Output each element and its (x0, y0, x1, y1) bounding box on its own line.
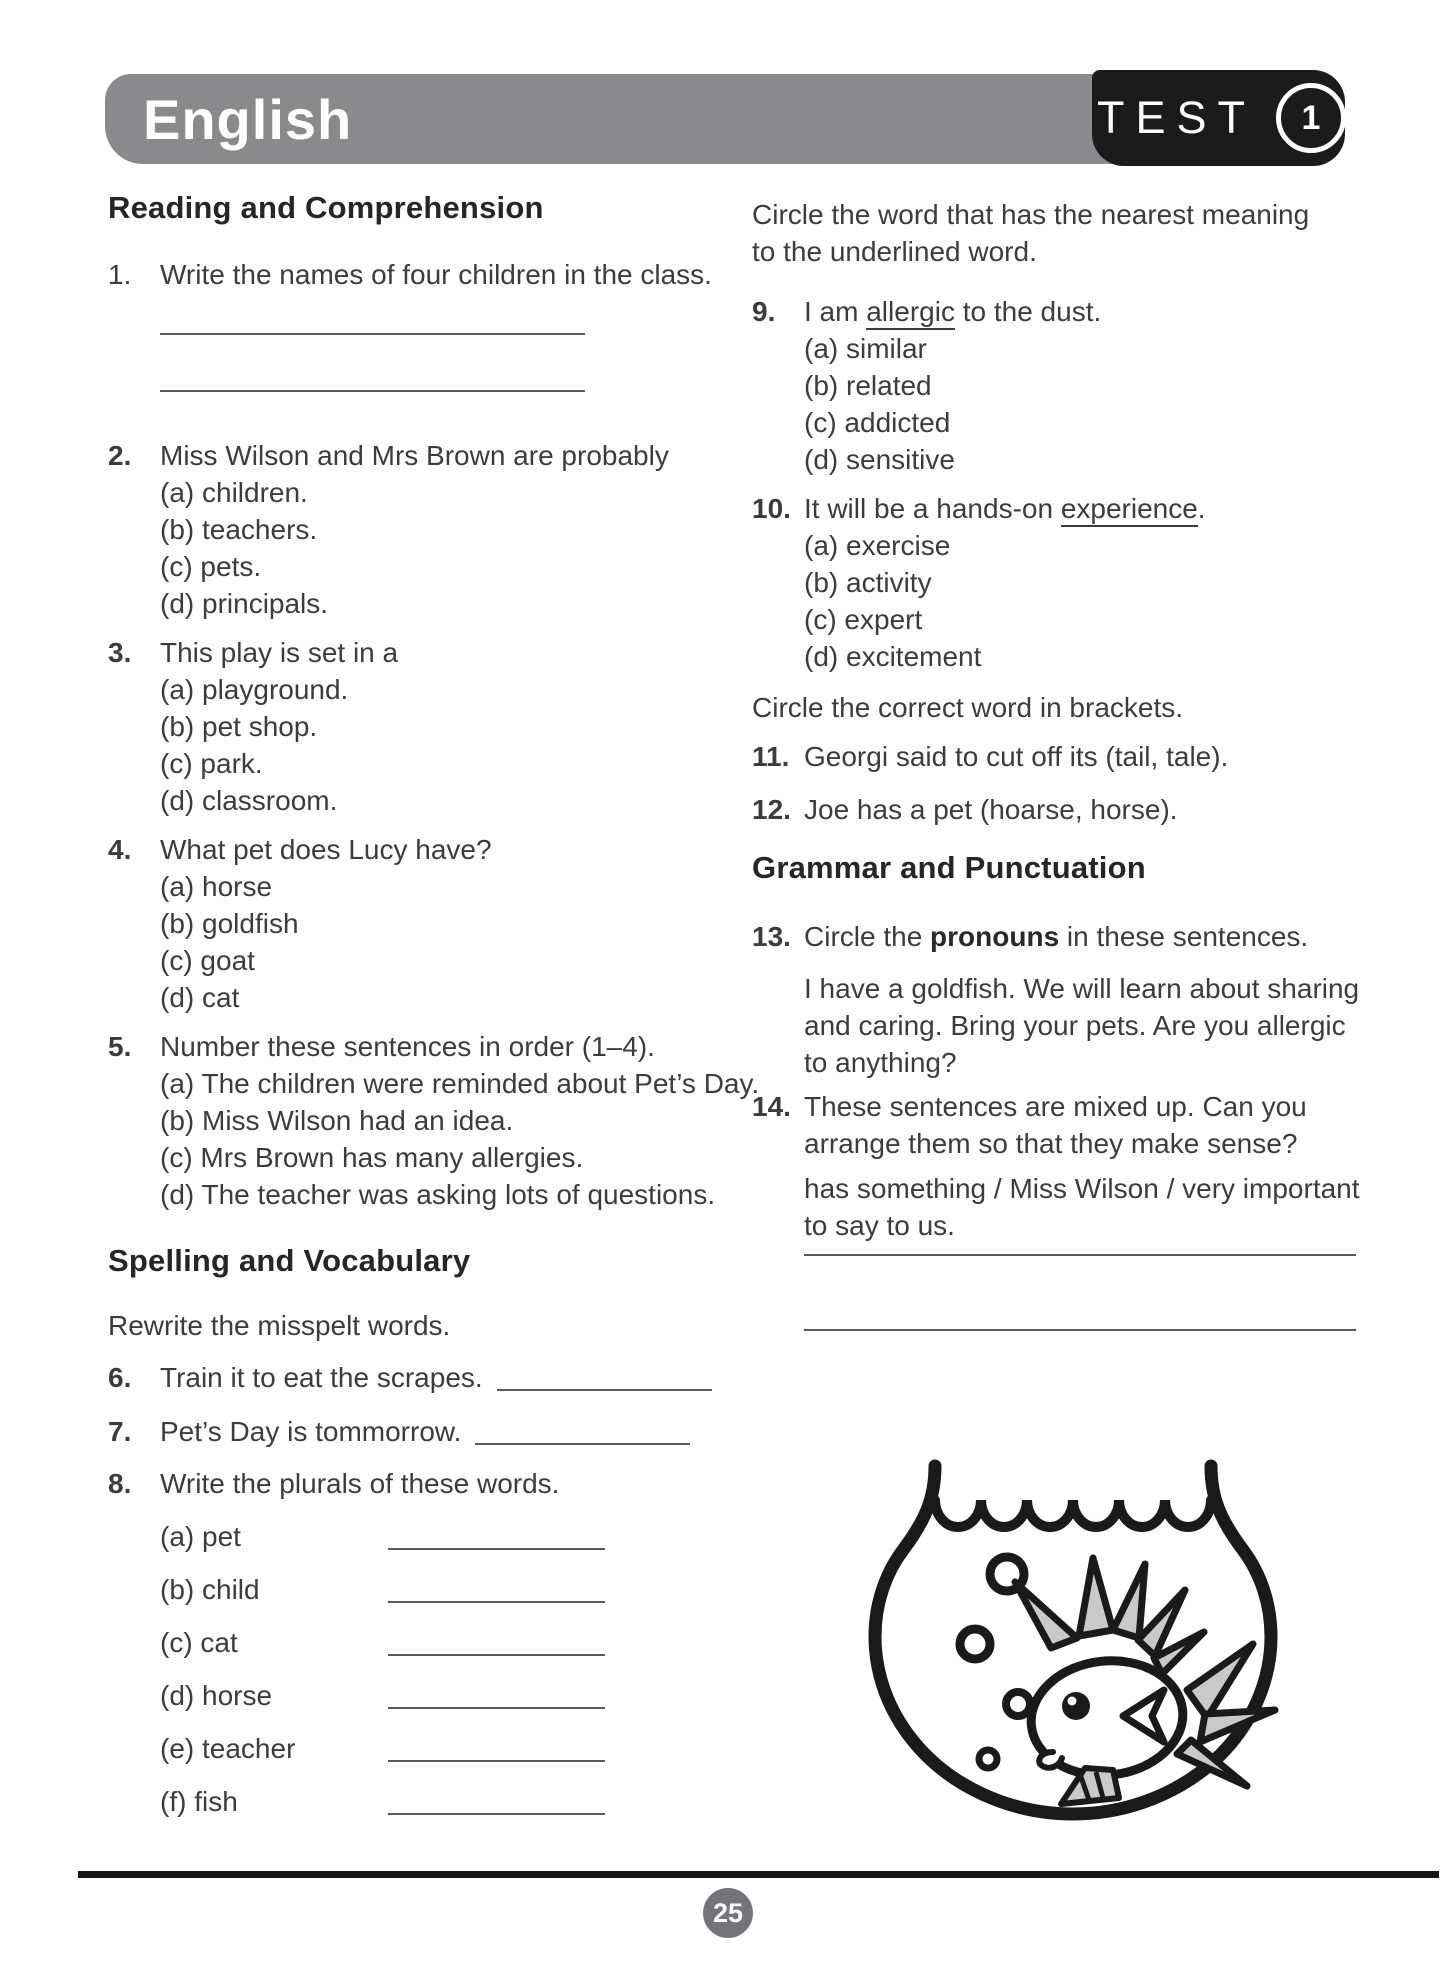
option-c: (c) addicted (804, 407, 951, 438)
question-number: 2. (108, 440, 132, 471)
question-10 (752, 490, 1400, 675)
test-label: TEST (1097, 92, 1257, 143)
spelling-intro: Rewrite the misspelt words. (108, 1310, 451, 1341)
option-a: (a) horse (160, 871, 273, 902)
question-text: Pet’s Day is tommorrow. (160, 1416, 462, 1447)
question-text: This play is set in a (160, 637, 399, 668)
question-3 (108, 634, 724, 819)
test-number: 1 (1301, 98, 1321, 137)
option-b: (b) Miss Wilson had an idea. (160, 1105, 514, 1136)
question-number: 7. (108, 1416, 132, 1447)
option-b: (b) activity (804, 567, 932, 598)
answer-line (804, 1329, 1356, 1331)
answer-line (388, 1601, 605, 1603)
item-label: (e) teacher (160, 1733, 296, 1764)
underlined-word: allergic (866, 296, 955, 330)
plural-item-d (160, 1677, 724, 1714)
jumbled-sentence: has something / Miss Wilson / very important to say to us. (804, 1173, 1360, 1241)
question-text: Write the names of four children in the class. (160, 259, 712, 290)
right-column (752, 196, 1400, 1331)
item-label: (c) cat (160, 1627, 238, 1658)
option-a: (a) exercise (804, 530, 951, 561)
plural-item-a (160, 1518, 724, 1555)
option-d: (d) The teacher was asking lots of questions. (160, 1179, 716, 1210)
question-9 (752, 293, 1400, 478)
nearest-meaning-intro: Circle the word that has the nearest meaning to the underlined word. (752, 199, 1310, 267)
option-c: (c) park. (160, 748, 263, 779)
fishbowl-illustration (855, 1452, 1291, 1847)
question-number: 8. (108, 1468, 132, 1499)
question-5 (108, 1028, 760, 1213)
option-d: (d) classroom. (160, 785, 338, 816)
fishbowl-icon (855, 1452, 1291, 1842)
page-number: 25 (712, 1897, 744, 1928)
plural-item-b (160, 1571, 724, 1608)
question-13 (752, 918, 1400, 955)
question-number: 10. (752, 493, 791, 524)
question-7 (108, 1413, 724, 1450)
question-text: Train it to eat the scrapes. (160, 1362, 483, 1393)
option-a: (a) The children were reminded about Pet’s Day. (160, 1068, 760, 1099)
option-c: (c) goat (160, 945, 255, 976)
question-8 (108, 1465, 724, 1502)
answer-line (160, 390, 585, 392)
option-b: (b) teachers. (160, 514, 318, 545)
option-a: (a) playground. (160, 674, 349, 705)
question-text: What pet does Lucy have? (160, 834, 492, 865)
plural-item-c (160, 1624, 724, 1661)
question-text: Joe has a pet (hoarse, horse). (804, 794, 1178, 825)
question-number: 4. (108, 834, 132, 865)
question-text: I am allergic to the dust. (804, 293, 1400, 330)
bold-word: pronouns (930, 921, 1060, 952)
section-title-reading: Reading and Comprehension (108, 190, 544, 225)
question-number: 3. (108, 637, 132, 668)
answer-line (475, 1443, 690, 1445)
answer-line (388, 1707, 605, 1709)
item-label: (b) child (160, 1574, 260, 1605)
item-label: (f) fish (160, 1786, 238, 1817)
question-text: Circle the pronouns in these sentences. (804, 921, 1309, 952)
underlined-word: experience (1061, 493, 1198, 527)
plural-item-f (160, 1783, 724, 1820)
item-label: (d) horse (160, 1680, 273, 1711)
option-a: (a) similar (804, 333, 927, 364)
question-2 (108, 437, 724, 622)
page-number-badge (703, 1888, 753, 1938)
item-label: (a) pet (160, 1521, 241, 1552)
section-title-grammar: Grammar and Punctuation (752, 850, 1146, 885)
question-number: 12. (752, 794, 791, 825)
option-d: (d) sensitive (804, 444, 955, 475)
option-c: (c) expert (804, 604, 923, 635)
question-number: 5. (108, 1031, 132, 1062)
answer-line (388, 1760, 605, 1762)
question-number: 1. (108, 259, 132, 290)
question-number: 9. (752, 296, 776, 327)
question-1 (108, 256, 724, 293)
question-4 (108, 831, 724, 1016)
water-wave (935, 1500, 1211, 1527)
option-d: (d) excitement (804, 641, 982, 672)
brackets-intro: Circle the correct word in brackets. (752, 692, 1184, 723)
footer-rule (78, 1871, 1439, 1878)
question-12 (752, 791, 1400, 828)
plural-item-e (160, 1730, 724, 1767)
answer-line (497, 1389, 712, 1391)
answer-line (388, 1654, 605, 1656)
answer-line (388, 1548, 605, 1550)
answer-line (388, 1813, 605, 1815)
question-text: It will be a hands-on experience. (804, 490, 1400, 527)
question-number: 11. (752, 741, 790, 772)
option-d: (d) cat (160, 982, 240, 1013)
left-column (108, 190, 760, 1820)
answer-line (160, 333, 585, 335)
question-text: Number these sentences in order (1–4). (160, 1031, 655, 1062)
option-d: (d) principals. (160, 588, 329, 619)
question-text: These sentences are mixed up. Can you arrange them so that they make sense? (804, 1091, 1307, 1159)
pronoun-passage: I have a goldfish. We will learn about sharing and caring. Bring your pets. Are you allergic to anything? (804, 973, 1360, 1078)
option-c: (c) Mrs Brown has many allergies. (160, 1142, 584, 1173)
option-b: (b) pet shop. (160, 711, 318, 742)
fish-icon (1015, 1558, 1275, 1804)
question-11 (752, 738, 1400, 775)
question-text: Write the plurals of these words. (160, 1468, 560, 1499)
option-c: (c) pets. (160, 551, 262, 582)
option-b: (b) goldfish (160, 908, 299, 939)
question-6 (108, 1359, 724, 1396)
option-a: (a) children. (160, 477, 308, 508)
question-number: 6. (108, 1362, 132, 1393)
question-14 (752, 1088, 1400, 1162)
answer-line (804, 1254, 1356, 1256)
test-number-circle (1276, 83, 1346, 153)
section-title-spelling: Spelling and Vocabulary (108, 1243, 471, 1278)
test-badge (1092, 70, 1345, 166)
question-text: Georgi said to cut off its (tail, tale). (804, 741, 1229, 772)
question-number: 13. (752, 921, 791, 952)
question-text: Miss Wilson and Mrs Brown are probably (160, 440, 669, 471)
option-b: (b) related (804, 370, 932, 401)
subject-title: English (143, 88, 353, 151)
question-number: 14. (752, 1091, 791, 1122)
